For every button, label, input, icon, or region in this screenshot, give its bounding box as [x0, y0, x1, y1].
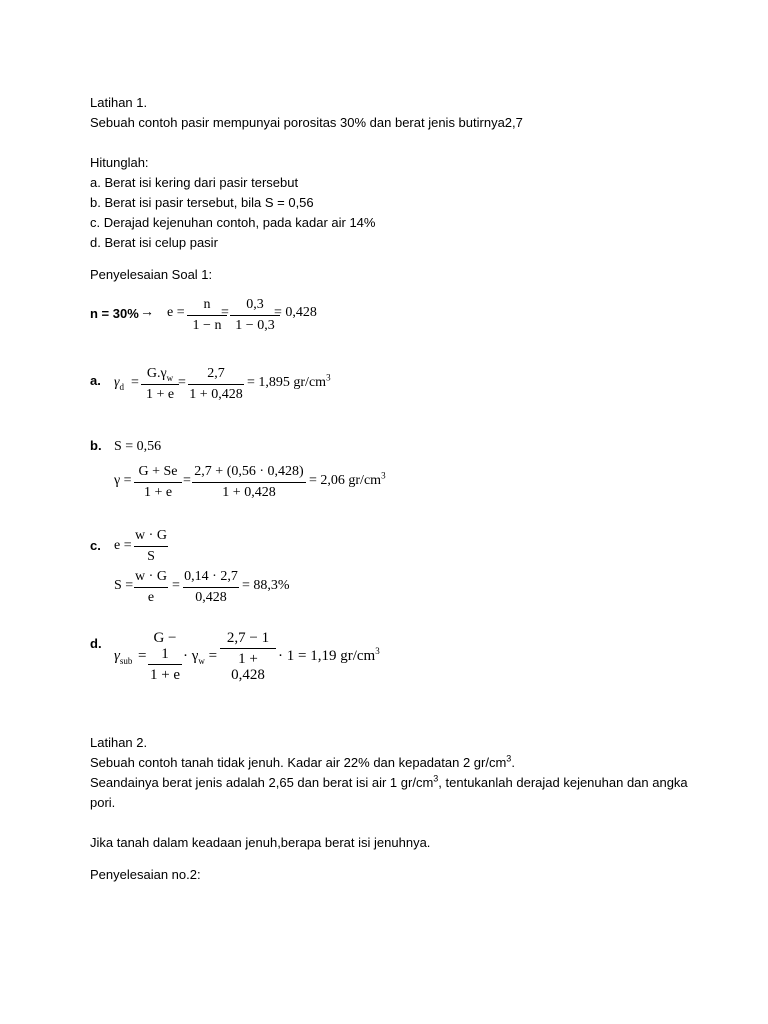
eq-c-frac2-den: 0,428 — [195, 590, 227, 605]
eq-n-result: = 0,428 — [274, 305, 317, 320]
eq-a-eq: = — [131, 375, 139, 390]
item-b: b. Berat isi pasir tersebut, bila S = 0,56 — [90, 195, 314, 210]
hitung-label: Hitunglah: — [90, 155, 149, 170]
eq-d-frac2-den: 1 + 0,428 — [231, 651, 265, 683]
latihan2-line3: pori. — [90, 795, 116, 810]
eq-n-frac1-num: n — [187, 297, 227, 316]
eq-a-frac1-num-sub: w — [166, 372, 174, 383]
latihan2-line1-text: Sebuah contoh tanah tidak jenuh. Kadar air 22% dan kepadatan 2 gr/cm — [90, 755, 507, 770]
eq-b-frac1-num: G + Se — [134, 464, 182, 483]
eq-d-lhs: γ — [114, 648, 120, 664]
eq-b-frac1 — [134, 464, 182, 501]
eq-d-frac2 — [220, 630, 276, 683]
eq-c-line1-num: w · G — [134, 528, 168, 547]
item-c: c. Derajad kejenuhan contoh, pada kadar air 14% — [90, 215, 376, 230]
eq-a-frac2-den: 1 + 0,428 — [189, 387, 243, 402]
eq-c-label: c. — [90, 538, 101, 553]
eq-d-result: · 1 = 1,19 gr/cm — [278, 648, 376, 664]
eq-n-arrow: → — [140, 305, 154, 320]
eq-c-line2-num: w · G — [134, 569, 168, 588]
eq-n-frac1-den: 1 − n — [192, 318, 222, 333]
eq-d-frac1-den: 1 + e — [149, 667, 181, 683]
eq-c-frac2 — [183, 569, 239, 606]
eq-a-frac2-num: 2,7 — [188, 366, 244, 385]
item-d: d. Berat isi celup pasir — [90, 235, 218, 250]
eq-d-lhs-sub: sub — [119, 656, 133, 666]
latihan2-line1-end: . — [511, 755, 515, 770]
eq-b-eq2: = — [183, 473, 191, 488]
eq-n-frac2-den: 1 − 0,3 — [235, 318, 275, 333]
eq-n-frac2-num: 0,3 — [230, 297, 280, 316]
eq-a-lhs: γ — [114, 375, 120, 390]
eq-n-e: e = — [167, 305, 185, 320]
eq-d-mid-sub: w — [198, 656, 205, 666]
latihan2-line2 — [90, 775, 688, 791]
eq-n-lead: n = 30% — [90, 306, 139, 321]
latihan2-line1-sup: 3 — [506, 753, 512, 764]
eq-b-frac2-den: 1 + 0,428 — [222, 485, 276, 500]
eq-d-label: d. — [90, 636, 102, 651]
eq-b-frac2 — [192, 464, 306, 501]
latihan1-problem: Sebuah contoh pasir mempunyai porositas 30% dan berat jenis butirnya2,7 — [90, 115, 523, 130]
eq-d-eq2: = — [208, 648, 218, 664]
eq-a-lhs-sub: d — [119, 381, 125, 392]
eq-n-frac2 — [230, 297, 280, 334]
eq-d-frac2-num: 2,7 − 1 — [220, 630, 276, 649]
eq-d-result-sup: 3 — [375, 646, 380, 656]
latihan1-title: Latihan 1. — [90, 95, 148, 110]
eq-a-frac2 — [188, 366, 244, 403]
eq-a-frac1-den: 1 + e — [145, 387, 175, 402]
solution2-title: Penyelesaian no.2: — [90, 867, 201, 882]
eq-b-label: b. — [90, 438, 102, 453]
latihan2-line2-end: , tentukanlah derajad kejenuhan dan angka — [438, 775, 688, 790]
eq-a-result: = 1,895 gr/cm — [247, 375, 327, 390]
eq-c-line1-frac — [134, 528, 168, 565]
eq-n-eq2: = — [221, 305, 229, 320]
eq-b-result-sup: 3 — [381, 470, 386, 481]
solution1-title: Penyelesaian Soal 1: — [90, 267, 213, 282]
eq-a-eq2: = — [178, 375, 186, 390]
latihan2-line2-text: Seandainya berat jenis adalah 2,65 dan berat isi air 1 gr/cm — [90, 775, 434, 790]
eq-a-frac1 — [141, 366, 179, 403]
eq-d-frac1-num: G − 1 — [148, 630, 182, 665]
eq-b-lhs: γ = — [114, 473, 132, 488]
eq-c-line2-lhs: S = — [114, 578, 134, 593]
eq-d-frac1 — [148, 630, 182, 683]
eq-b-frac2-num: 2,7 + (0,56 · 0,428) — [192, 464, 306, 483]
eq-c-eq2: = — [172, 578, 180, 593]
eq-b-given: S = 0,56 — [114, 439, 162, 454]
eq-d-mid: · γ — [183, 648, 199, 664]
eq-d-eq: = — [138, 648, 147, 664]
eq-a-frac1-num: G.γ — [146, 366, 167, 381]
item-a: a. Berat isi kering dari pasir tersebut — [90, 175, 299, 190]
eq-b-result: = 2,06 gr/cm — [309, 473, 382, 488]
eq-c-line2-den: e — [147, 590, 155, 605]
eq-a-result-sup: 3 — [326, 372, 331, 383]
eq-c-result: = 88,3% — [242, 578, 290, 593]
eq-b-frac1-den: 1 + e — [143, 485, 173, 500]
eq-c-line1-den: S — [147, 549, 155, 564]
latihan2-line2-sup: 3 — [433, 773, 439, 784]
eq-c-line1-lhs: e = — [114, 538, 132, 553]
eq-c-line2-frac — [134, 569, 168, 606]
latihan2-line1 — [90, 755, 515, 771]
eq-a-label: a. — [90, 373, 101, 388]
eq-c-frac2-num: 0,14 · 2,7 — [183, 569, 239, 588]
latihan2-title: Latihan 2. — [90, 735, 148, 750]
latihan2-question: Jika tanah dalam keadaan jenuh,berapa berat isi jenuhnya. — [90, 835, 431, 850]
